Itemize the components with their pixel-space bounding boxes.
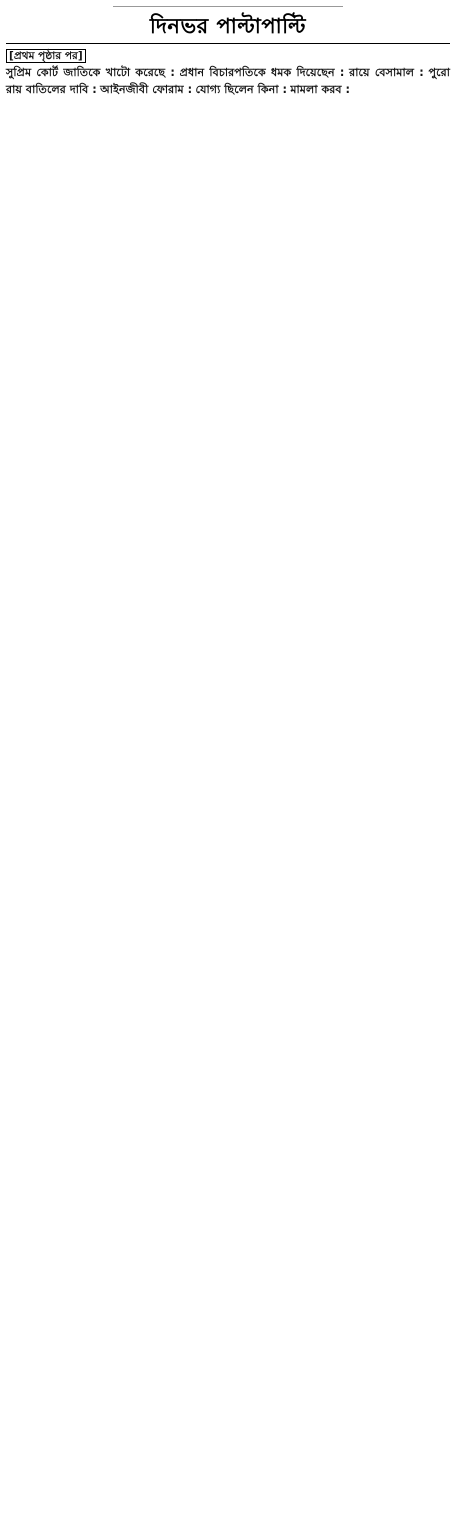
subheads bbox=[6, 65, 450, 99]
headline: দিনভর পাল্টাপাল্টি bbox=[149, 14, 307, 38]
article-body bbox=[6, 48, 450, 1488]
newspaper-clipping bbox=[4, 0, 452, 1539]
subhead-supreme-court: সুপ্রিম কোর্ট জাতিকে খাটো করেছে : bbox=[6, 65, 175, 79]
subhead-lawyers-forum: আইনজীবী ফোরাম : bbox=[100, 82, 193, 96]
subhead-eligibility: যোগ্য ছিলেন কিনা : bbox=[195, 82, 287, 96]
headline-rule bbox=[6, 43, 450, 44]
article-paragraph bbox=[6, 48, 450, 65]
subhead-lawsuit: মামলা করব : bbox=[290, 82, 351, 96]
subhead-verdict: রায়ে বেসামাল : bbox=[349, 65, 424, 79]
lead-tag: [প্রথম পৃষ্ঠার পর] bbox=[6, 49, 86, 63]
subhead-chief-justice: প্রধান বিচারপতিকে ধমক দিয়েছেন : bbox=[179, 65, 345, 79]
subhead-full-verdict-cancel: পুরো রায় বাতিলের দাবি : bbox=[6, 65, 450, 96]
top-strip bbox=[113, 0, 343, 7]
